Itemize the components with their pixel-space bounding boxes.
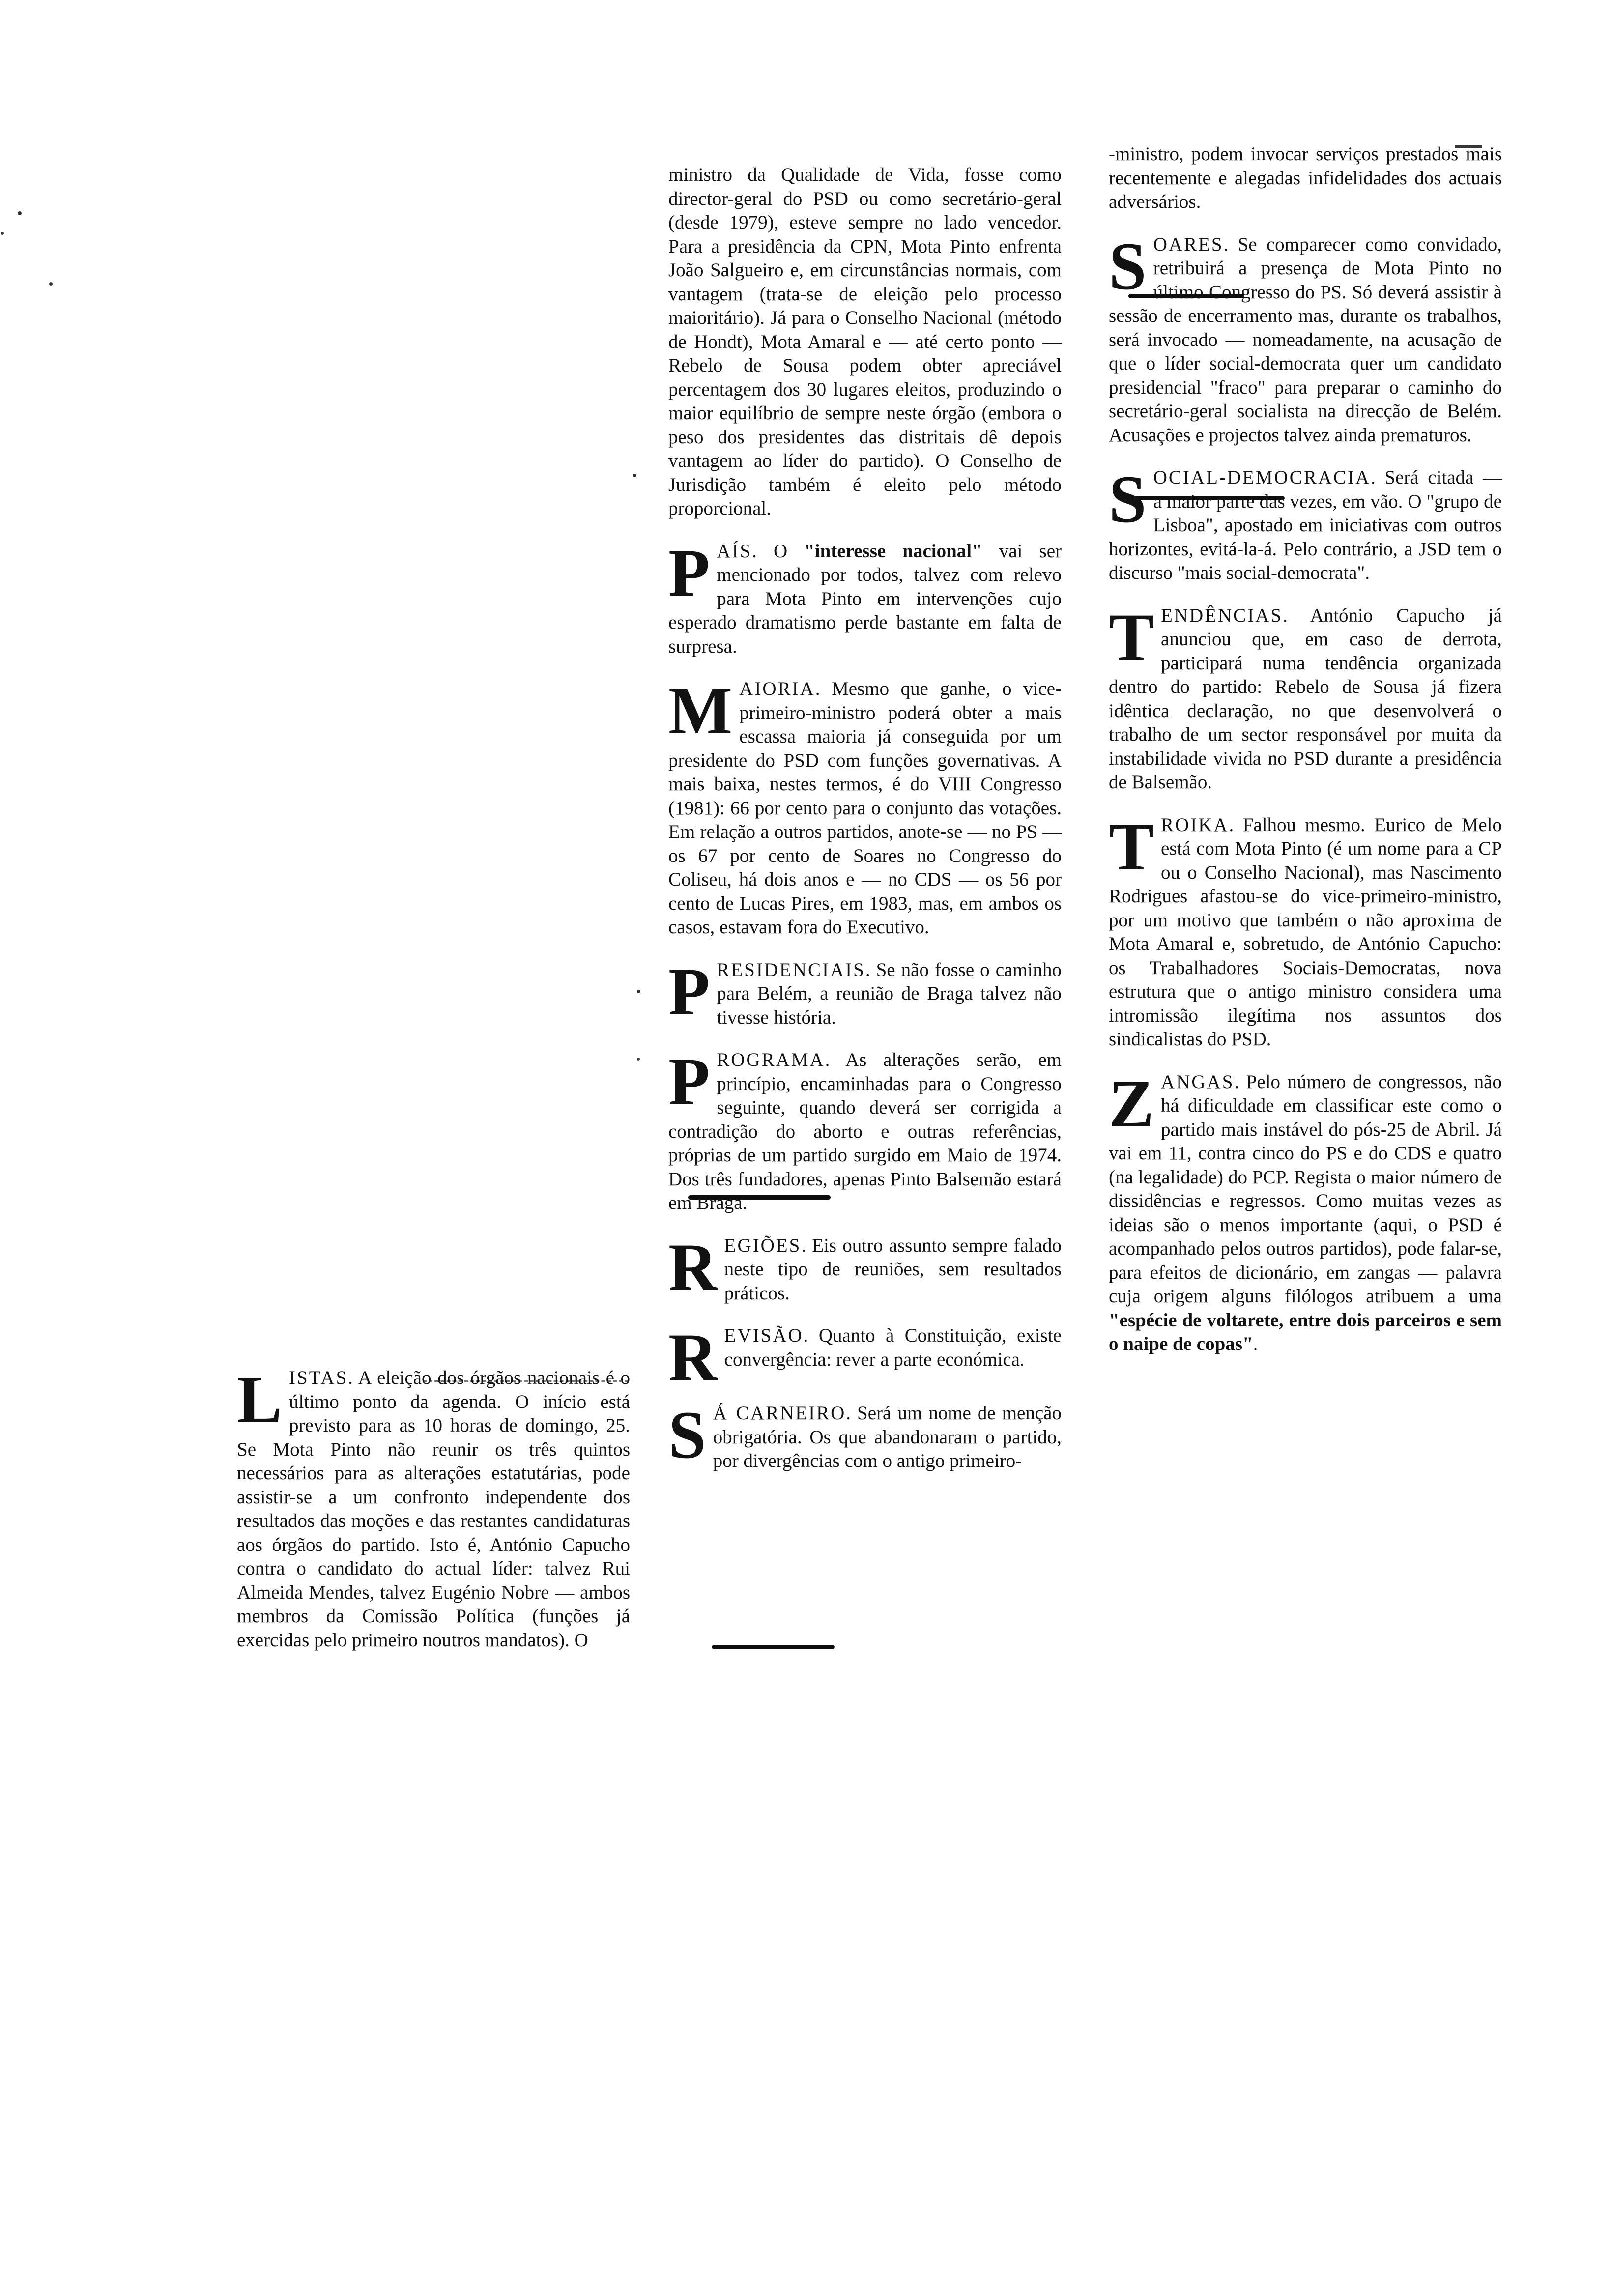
entry-body: . Será citada — a maior parte das vezes, em vão. O "grupo de Lisboa", apostado em iniciativas com outros horizontes, evitá-la-á. Pelo contrário, a JSD tem o discurso "mais social-democrata". (1109, 467, 1502, 583)
scan-speck (18, 211, 22, 215)
scan-speck (49, 282, 53, 286)
entry-body: vai ser mencionado por todos, talvez com relevo para Mota Pinto em intervenções cujo esperado dramatismo perde bastante em falta de surpresa. (668, 540, 1062, 657)
entry-text (668, 1229, 1062, 1306)
drop-cap: S (1109, 228, 1147, 304)
entry-body: . Pelo número de congressos, não há dificuldade em classificar este como o partido mais instável do pós-25 de Abril. Já vai em 11, contra cinco do PS e do CDS e quatro (na legalidade) do PCP. Regista o maior número de dissidências e regressos. Como muitas vezes as ideias são o menos importante (aqui, o PSD é acompanhado pelos outros partidos), pode falar-se, para efeitos de dicionário, em zangas — palavra cuja origem alguns filólogos atribuem a uma (1109, 1071, 1502, 1307)
entry-body: . Se não fosse o caminho para Belém, a reunião de Braga talvez não tivesse história. (717, 959, 1062, 1028)
entry-text (1109, 1065, 1502, 1356)
scan-speck (1, 232, 4, 235)
glossary-entry (237, 1362, 630, 1652)
glossary-entry (1109, 1065, 1502, 1356)
entry-keyword: EGIÕES (724, 1234, 802, 1256)
column-right (1109, 143, 1502, 1356)
entry-body: . As alterações serão, em princípio, encaminhadas para o Congresso seguinte, quando deverá ser corrigida a contradição do aborto e outras referências, próprias de um partido surgido em Maio de 1974. Dos três fundadores, apenas Pinto Balsemão estará em Braga. (668, 1049, 1062, 1213)
entry-emphasis: "interesse nacional" (804, 540, 982, 562)
entry-text (1109, 599, 1502, 795)
drop-cap: P (668, 953, 710, 1029)
glossary-entry (1109, 228, 1502, 448)
glossary-entry (1109, 808, 1502, 1052)
entry-body: . Mesmo que ganhe, o vice-primeiro-ministro poderá obter a mais escassa maioria já conseguida por um presidente do PSD com funções governativas. A mais baixa, nestes termos, é do VIII Congresso (1981): 66 por cento para o conjunto das votações. Em relação a outros partidos, anote-se — no PS — os 67 por cento de Soares no Congresso do Coliseu, há dois anos e — no CDS — os 56 por cento de Lucas Pires, em 1983, mas, em ambos os casos, estavam fora do Executivo. (668, 678, 1062, 938)
scan-speck (637, 990, 640, 993)
drop-cap: M (668, 673, 733, 748)
glossary-entry (1109, 461, 1502, 585)
entry-body: . Se comparecer como convidado, retribuirá a presença de Mota Pinto no último Congresso do PS. Só deverá assistir à sessão de encerramento mas, durante os trabalhos, será invocado — nomeadamente, na acusação de que o líder social-democrata quer um candidato presidencial "fraco" para preparar o caminho do secretário-geral socialista na direcção de Belém. Acusações e projectos talvez ainda prematuros. (1109, 233, 1502, 446)
glossary-entry (668, 1229, 1062, 1306)
drop-cap: Z (1109, 1065, 1154, 1141)
ink-underline (712, 1645, 835, 1649)
entry-body: . Eis outro assunto sempre falado neste tipo de reuniões, sem resultados práticos. (724, 1234, 1062, 1304)
entry-body: . A eleição dos órgãos nacionais é o último ponto da agenda. O início está previsto para as 10 horas de domingo, 25. Se Mota Pinto não reunir os três quintos necessários para as alterações estatutárias, pode assistir-se a um confronto independente dos resultados das moções e das restantes candidaturas aos órgãos do partido. Isto é, António Capucho contra o candidato do actual líder: talvez Rui Almeida Mendes, talvez Eugénio Nobre — ambos membros da Comissão Política (funções já exercidas pelo primeiro noutros mandatos). O (237, 1367, 630, 1651)
drop-cap: P (668, 1044, 710, 1119)
continued-paragraph (1109, 143, 1502, 214)
drop-cap: S (1109, 461, 1147, 537)
glossary-entry (668, 673, 1062, 940)
drop-cap: R (668, 1320, 718, 1395)
entry-text (1109, 461, 1502, 585)
entry-keyword: EVISÃO (724, 1325, 804, 1346)
entry-keyword: AIORIA (739, 678, 815, 699)
drop-cap: P (668, 535, 710, 610)
entry-body: ministro da Qualidade de Vida, fosse como director-geral do PSD ou como secretário-geral (desde 1979), esteve sempre no lado vencedor. Para a presidência da CPN, Mota Pinto enfrenta João Salgueiro e, em circunstâncias normais, com vantagem (trata-se de eleição pelo processo maioritário). Já para o Conselho Nacional (método de Hondt), Mota Amaral e — até certo ponto — Rebelo de Sousa podem obter apreciável percentagem dos 30 lugares eleitos, produzindo o maior equilíbrio de sempre neste órgão (embora o peso dos presidentes das distritais dê depois vantagem ao líder do partido). O Conselho de Jurisdição também é eleito pelo método proporcional. (668, 164, 1062, 519)
entry-emphasis: "espécie de voltarete, entre dois parceiros e sem o naipe de copas" (1109, 1309, 1502, 1354)
entry-body: . António Capucho já anunciou que, em caso de derrota, participará numa tendência organizada dentro do partido: Rebelo de Sousa já fizera idêntica declaração, no que desenvolverá o trabalho de um sector responsável por muita da instabilidade vivida no PSD durante a presidência de Balsemão. (1109, 604, 1502, 793)
drop-cap: R (668, 1229, 718, 1305)
entry-text (668, 535, 1062, 659)
glossary-entry (1109, 599, 1502, 795)
entry-body: . O (752, 540, 805, 562)
entry-keyword: OCIAL-DEMOCRACIA (1153, 467, 1371, 488)
entry-keyword: Á CARNEIRO (713, 1403, 846, 1424)
column-middle (668, 163, 1062, 1473)
glossary-entry (668, 1320, 1062, 1395)
entry-text (237, 1362, 630, 1652)
entry-keyword: ENDÊNCIAS (1161, 604, 1283, 626)
entry-keyword: ROGRAMA (717, 1049, 825, 1070)
entry-body: . Será um nome de menção obrigatória. Os que abandonaram o partido, por divergências com o antigo primeiro- (713, 1403, 1062, 1471)
entry-text (1109, 228, 1502, 448)
glossary-entry (668, 535, 1062, 659)
entry-text (668, 1324, 1062, 1372)
entry-text (668, 953, 1062, 1030)
entry-keyword: AÍS (717, 540, 752, 562)
entry-text (668, 1044, 1062, 1215)
entry-keyword: ISTAS (289, 1367, 348, 1388)
drop-cap: S (668, 1397, 706, 1472)
drop-cap: L (237, 1362, 283, 1437)
continued-paragraph (668, 163, 1062, 521)
entry-keyword: OARES (1153, 233, 1224, 255)
drop-cap: T (1109, 599, 1154, 675)
entry-body: . Quanto à Constituição, existe convergência: rever a parte económica. (724, 1325, 1062, 1370)
glossary-entry (668, 1397, 1062, 1473)
entry-body: . Falhou mesmo. Eurico de Melo está com Mota Pinto (é um nome para a CP ou o Conselho Nacional), mas Nascimento Rodrigues afastou-se do vice-primeiro-ministro, por um motivo que também o não aproxima de Mota Amaral e, sobretudo, de António Capucho: os Trabalhadores Sociais-Democratas, nova estrutura que o antigo ministro considera uma intromissão ilegítima nos assuntos dos sindicalistas do PSD. (1109, 814, 1502, 1050)
entry-body: -ministro, podem invocar serviços prestados mais recentemente e alegadas infidelidades dos actuais adversários. (1109, 144, 1502, 212)
entry-text (668, 1397, 1062, 1473)
entry-keyword: RESIDENCIAIS (717, 959, 865, 980)
entry-text (1109, 808, 1502, 1052)
drop-cap: T (1109, 808, 1154, 884)
scan-speck (633, 474, 636, 477)
entry-body: . (1253, 1333, 1258, 1354)
scan-speck (637, 1058, 640, 1061)
glossary-entry (668, 1044, 1062, 1215)
entry-keyword: ROIKA (1161, 814, 1229, 835)
glossary-entry (668, 953, 1062, 1030)
entry-keyword: ANGAS (1161, 1071, 1235, 1092)
column-left (237, 1362, 630, 1652)
